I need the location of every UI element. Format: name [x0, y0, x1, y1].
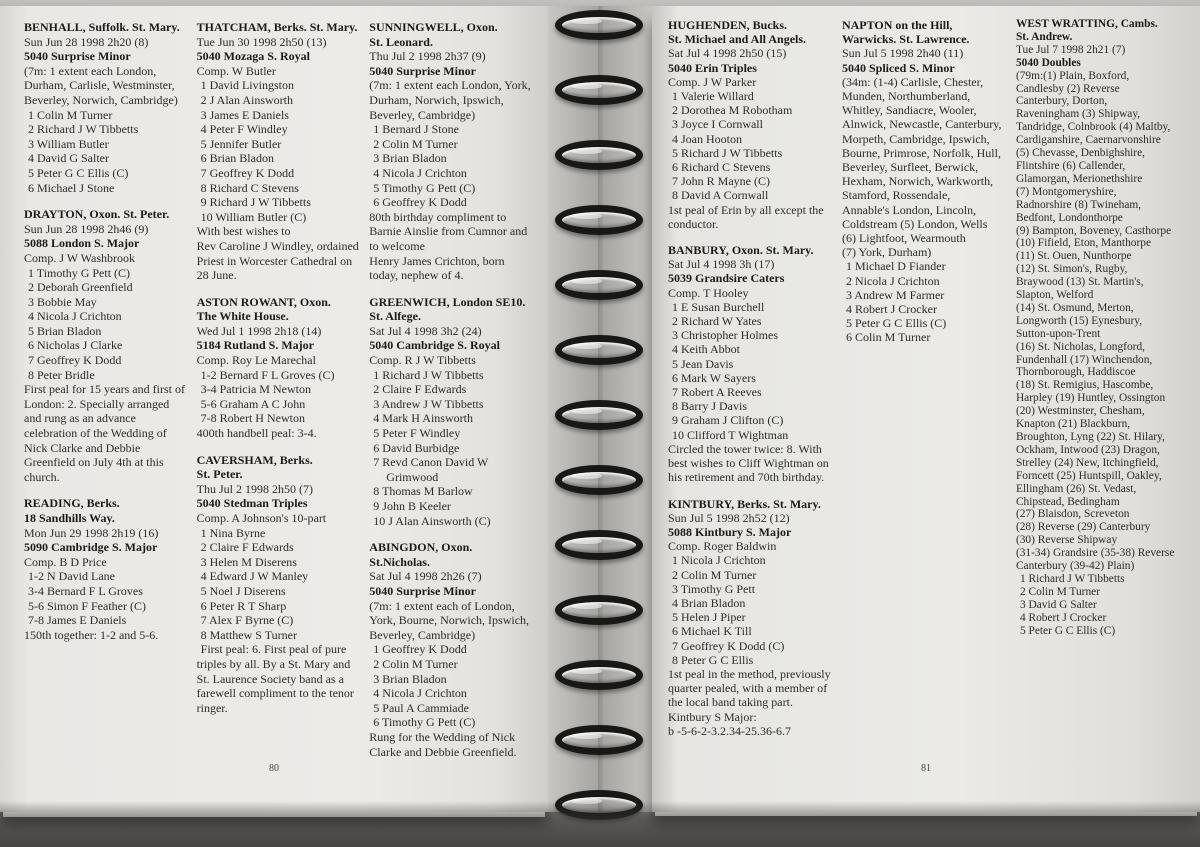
spiral-coil [555, 595, 643, 625]
text-line: (31-34) Grandsire (35-38) Reverse [1015, 547, 1175, 560]
ringer-line: 1 Geoffrey K Dodd [373, 642, 467, 657]
text-line: Rev Caroline J Windley, ordained [196, 238, 359, 253]
method-line: 5040 Surprise Minor [369, 63, 476, 78]
text-line: Coldstream (5) London, Wells [841, 216, 988, 231]
text-line: (14) St. Osmund, Merton, [1015, 301, 1134, 314]
ringer-line: 9 Graham J Clifton (C) [672, 413, 784, 428]
peal-entry [197, 453, 362, 716]
tower-heading: St. Andrew. [1015, 30, 1073, 43]
ringer-line: 3 Helen M Diserens [200, 554, 297, 569]
text-line: Comp. J W Washbrook [24, 250, 136, 265]
spiral-coil [555, 205, 643, 235]
method-line: 5088 Kintbury S. Major [668, 524, 792, 539]
text-line: Sat Jul 4 1998 3h2 (24) [369, 323, 482, 338]
text-line: Priest in Worcester Cathedral on [196, 253, 353, 268]
text-line: (9) Bampton, Boveney, Casthorpe [1015, 224, 1172, 237]
text-line: Forncett (25) Huntspill, Oakley, [1015, 469, 1162, 482]
peal-entry [369, 295, 534, 529]
text-line: Nick Clarke and Debbie [24, 440, 141, 455]
ringer-line: 7 Geoffrey K Dodd (C) [672, 638, 785, 653]
text-line: Alnwick, Newcastle, Canterbury, [841, 117, 1002, 132]
tower-heading: St. Peter. [196, 467, 243, 482]
peal-entry [842, 18, 1008, 345]
text-line: Sat Jul 4 1998 3h (17) [668, 257, 775, 272]
ringer-line-continuation: Grimwood [386, 469, 439, 484]
text-line: Comp. Roy Le Marechal [196, 353, 316, 368]
text-line: (7) Montgomeryshire, [1015, 185, 1117, 198]
method-line: 5040 Cambridge S. Royal [369, 338, 500, 353]
ringer-line: 2 Claire F Edwards [200, 540, 294, 555]
ringer-line: 7 John R Mayne (C) [672, 174, 770, 189]
text-line: (16) St. Nicholas, Longford, [1015, 340, 1146, 353]
ringer-line: 7-8 James E Daniels [28, 613, 127, 628]
spiral-coil [555, 725, 643, 755]
ringer-line: 4 Peter F Windley [200, 122, 288, 137]
text-line: Beverley, Cambridge) [369, 107, 476, 122]
column [668, 18, 842, 812]
tower-heading: St. Alfege. [369, 309, 421, 324]
text-line: Greenfield on July 4th at this [24, 455, 164, 470]
ringer-line: 3 Christopher Holmes [672, 328, 778, 343]
tower-heading: WEST WRATTING, Cambs. [1015, 18, 1158, 30]
text-line: Sutton-upon-Trent [1015, 327, 1101, 340]
tower-heading: St. Michael and All Angels. [668, 32, 807, 47]
text-line: Braywood (13) St. Martin's, [1015, 276, 1144, 289]
method-line: 5088 London S. Major [24, 236, 140, 251]
page-left-columns [24, 20, 542, 812]
text-line: Comp. J W Parker [668, 74, 757, 89]
ringer-line: 3 David G Salter [1019, 598, 1097, 611]
method-line: 5040 Stedman Triples [196, 496, 308, 511]
spiral-coil [555, 530, 643, 560]
tower-heading: ASTON ROWANT, Oxon. [196, 294, 331, 309]
ringer-line: 1 E Susan Burchell [672, 299, 765, 314]
ringer-line: 5 Peter G C Ellis (C) [1019, 624, 1116, 637]
text-line: Comp. W Butler [196, 63, 276, 78]
ringer-line: 4 Robert J Crocker [845, 302, 937, 317]
text-line: With best wishes to [196, 224, 291, 239]
ringer-line: 5 Timothy G Pett (C) [373, 180, 476, 195]
ringer-line: 2 Dorothea M Robotham [672, 103, 793, 118]
text-line: Sun Jun 28 1998 2h46 (9) [24, 221, 149, 236]
text-line: Thornborough, Haddiscoe [1015, 366, 1136, 379]
ringer-line: 1 Nina Byrne [200, 525, 266, 540]
text-line: (7m: 1 extent each London, York, [369, 78, 531, 93]
ringer-line: 4 Keith Abbot [672, 342, 740, 357]
ringer-line: 1 Richard J W Tibbetts [373, 367, 484, 382]
text-line: to welcome [369, 238, 425, 253]
text-line: (11) St. Ouen, Nunthorpe [1015, 250, 1132, 263]
ringer-line: 3 Andrew M Farmer [845, 287, 945, 302]
text-line: 150th together: 1-2 and 5-6. [24, 627, 159, 642]
method-line: 5040 Surprise Minor [369, 583, 476, 598]
text-line: 1st peal in the method, previously [668, 666, 831, 681]
text-line: Bourne, Primrose, Norfolk, Hull, [841, 145, 1001, 160]
text-line: (30) Reverse Shipway [1015, 534, 1118, 547]
text-line: Clarke and Debbie Greenfield. [369, 744, 517, 759]
text-line: Henry James Crichton, born [369, 253, 505, 268]
ringer-line: 2 Colin M Turner [373, 136, 458, 151]
text-line: (6) Lightfoot, Wearmouth [841, 231, 966, 246]
text-line: best wishes to Cliff Wightman on [668, 456, 829, 471]
text-line: Thu Jul 2 1998 2h37 (9) [369, 49, 486, 64]
ringer-line: 4 David G Salter [28, 151, 109, 166]
ringer-line: 1 David Livingston [200, 78, 294, 93]
text-line: First peal for 15 years and first of [24, 382, 185, 397]
ringer-line: 8 Thomas M Barlow [373, 484, 473, 499]
text-line: Sat Jul 4 1998 2h50 (15) [668, 46, 787, 61]
ringer-line: 5 Peter F Windley [373, 426, 461, 441]
ringer-line: 5 Peter G C Ellis (C) [845, 316, 947, 331]
peal-entry [668, 18, 834, 231]
ringer-line: 10 William Butler (C) [200, 209, 307, 224]
method-line: 5040 Mozaga S. Royal [196, 49, 310, 64]
ringer-line: 4 Brian Bladon [672, 595, 746, 610]
ringer-line: 5 Noel J Diserens [200, 583, 286, 598]
text-line: the local band taking part. [668, 695, 793, 710]
text-line: Harpley (19) Huntley, Ossington [1015, 392, 1166, 405]
ringer-line: 5-6 Graham A C John [200, 396, 306, 411]
text-line: Rung for the Wedding of Nick [369, 729, 516, 744]
text-line: conductor. [668, 216, 719, 231]
text-line: (18) St. Remigius, Hascombe, [1015, 379, 1154, 392]
peal-entry [24, 207, 189, 484]
text-line: Slapton, Welford [1015, 289, 1094, 302]
ringer-line: 6 Nicholas J Clarke [28, 338, 123, 353]
column [369, 20, 542, 812]
text-line: Chipstead, Bedingham [1015, 495, 1120, 508]
peal-entry [1016, 18, 1182, 638]
column [842, 18, 1016, 812]
peal-entry [24, 20, 189, 195]
peal-entry [197, 295, 362, 441]
text-line: York, Bourne, Norwich, Ipswich, [369, 613, 530, 628]
ringer-line: 3 Andrew J W Tibbetts [373, 396, 484, 411]
tower-heading: BANBURY, Oxon. St. Mary. [668, 243, 814, 258]
peal-entry [668, 243, 834, 484]
tower-heading: St. Leonard. [369, 34, 433, 49]
text-line: Comp. T Hooley [668, 285, 749, 300]
text-line: Broughton, Lyng (22) St. Hilary, [1015, 431, 1165, 443]
ringer-line: 1 Valerie Willard [672, 89, 754, 104]
ringer-line: 3-4 Bernard F L Groves [28, 583, 143, 598]
text-line: Beverley, Cambridge) [369, 627, 476, 642]
tower-heading: NAPTON on the Hill, [841, 18, 953, 32]
text-line: Durham, Norwich, Ipswich, [369, 92, 504, 107]
ringer-line: 3 James E Daniels [200, 107, 289, 122]
text-line: Barnie Ainslie from Cumnor and [369, 224, 528, 239]
tower-heading: THATCHAM, Berks. St. Mary. [196, 20, 358, 34]
text-line: Candlesby (2) Reverse [1015, 82, 1120, 95]
ringer-line: 3 William Butler [28, 136, 109, 151]
tower-heading: GREENWICH, London SE10. [369, 294, 526, 309]
text-line: Ellingham (26) St. Vedast, [1015, 482, 1137, 495]
text-line: Morpeth, Cambridge, Ipswich, [841, 131, 990, 146]
ringer-line: 4 Nicola J Crichton [28, 309, 122, 324]
text-line: Ockham, Intwood (23) Dragon, [1015, 443, 1160, 456]
spiral-coil [555, 270, 643, 300]
ringer-line: 4 Nicola J Crichton [373, 686, 467, 701]
text-line: b -5-6-2-3.2.34-25.36-6.7 [668, 723, 791, 738]
ringer-line: 1 Nicola J Crichton [672, 553, 766, 568]
spiral-coil [555, 400, 643, 430]
ringer-line: 3 Brian Bladon [373, 151, 447, 166]
text-line: celebration of the Wedding of [24, 426, 167, 441]
spiral-coil [555, 75, 643, 105]
text-line: Comp. B D Price [24, 554, 107, 569]
ringer-line: 4 Robert J Crocker [1019, 611, 1107, 624]
ringer-line: 1 Bernard J Stone [373, 122, 459, 137]
ringer-line: 2 Colin M Turner [672, 567, 757, 582]
ringer-line: 2 Deborah Greenfield [28, 280, 133, 295]
text-line: Canterbury, Dorton, [1015, 95, 1108, 108]
text-line: (7m: 1 extent each of London, [369, 598, 515, 613]
ringer-line: 3 Timothy G Pett [672, 581, 756, 596]
spiral-coil [555, 660, 643, 690]
text-line: Bedfont, Londonthorpe [1015, 211, 1123, 224]
text-line: (79m:(1) Plain, Boxford, [1015, 69, 1130, 82]
text-line: Whitley, Sandiacre, Wooler, [841, 103, 977, 118]
ringer-line: 8 Matthew S Turner [200, 627, 297, 642]
text-line: (7m: 1 extent each London, [24, 63, 157, 78]
tower-heading: DRAYTON, Oxon. St. Peter. [24, 207, 170, 222]
tower-heading: HUGHENDEN, Bucks. [668, 18, 788, 32]
spiral-coil [555, 335, 643, 365]
text-line: (7) York, Durham) [841, 245, 932, 260]
ringer-line: 10 J Alan Ainsworth (C) [373, 513, 491, 528]
text-line: ringer. [196, 700, 228, 715]
ringer-line: 6 Colin M Turner [845, 330, 931, 345]
ringer-line: 5 Helen J Piper [672, 610, 746, 625]
text-line: Beverley, Surfleet, Berwick, [841, 160, 979, 175]
ringer-line: 2 Claire F Edwards [373, 382, 467, 397]
text-line: Tue Jul 7 1998 2h21 (7) [1015, 43, 1126, 56]
ringer-line: 8 David A Cornwall [672, 188, 769, 203]
peal-entry [197, 20, 362, 283]
text-line: Glamorgan, Merionethshire [1015, 172, 1143, 185]
ringer-line: 6 Michael J Stone [28, 180, 115, 195]
text-line: Thu Jul 2 1998 2h50 (7) [196, 481, 313, 496]
text-line: 400th handbell peal: 3-4. [196, 426, 317, 441]
tower-heading: KINTBURY, Berks. St. Mary. [668, 496, 821, 511]
tower-heading: Warwicks. St. Lawrence. [841, 32, 970, 47]
ringer-line: 5 Brian Bladon [28, 323, 102, 338]
text-line: Sat Jul 4 1998 2h26 (7) [369, 569, 482, 584]
text-line: Beverley, Norwich, Cambridge) [24, 92, 178, 107]
peal-entry [668, 497, 834, 738]
ringer-line: 5 Richard J W Tibbetts [672, 145, 783, 160]
text-line: Strelley (24) New, Itchingfield, [1015, 456, 1159, 469]
ringer-line: 4 Mark H Ainsworth [373, 411, 473, 426]
page-number: 80 [269, 763, 279, 774]
text-line: Comp. R J W Tibbetts [369, 353, 476, 368]
text-line: Sun Jul 5 1998 2h40 (11) [841, 46, 964, 61]
ringer-line: 2 Nicola J Crichton [845, 273, 940, 288]
text-line: Radnorshire (8) Twineham, [1015, 198, 1142, 211]
tower-heading: BENHALL, Suffolk. St. Mary. [24, 20, 180, 34]
tower-heading: ABINGDON, Oxon. St.Nicholas. [369, 540, 473, 569]
text-line: Kintbury S Major: [668, 709, 757, 724]
text-line: Longworth (15) Eynesbury, [1015, 314, 1143, 327]
column [197, 20, 370, 812]
ringer-line: 6 Michael K Till [672, 624, 752, 639]
method-line: 5040 Doubles [1015, 56, 1081, 69]
text-line: London: 2. Specially arranged [24, 396, 170, 411]
text-line: Cardiganshire, Caernarvonshire [1015, 134, 1161, 147]
text-line: Knapton (21) Blackburn, [1015, 418, 1131, 431]
spiral-binding [548, 6, 652, 812]
ringer-line: 6 Mark W Sayers [672, 370, 756, 385]
ringer-line: 1-2 N David Lane [28, 569, 115, 584]
tower-heading: The White House. [196, 309, 289, 324]
text-line: and rung as an advance [24, 411, 136, 426]
text-line: Annable's London, Lincoln, [841, 202, 977, 217]
text-line: triples by all. By a St. Mary and [196, 656, 351, 671]
text-line: Mon Jun 29 1998 2h19 (16) [24, 525, 159, 540]
method-line: 5040 Erin Triples [668, 60, 757, 75]
ringer-line: 4 Edward J W Manley [200, 569, 309, 584]
tower-heading: SUNNINGWELL, Oxon. [369, 20, 498, 34]
ringer-line: 3-4 Patricia M Newton [200, 382, 311, 397]
text-line: (27) Blaisdon, Screveton [1015, 508, 1130, 521]
text-line: Canterbury (39-42) Plain) [1015, 560, 1135, 573]
text-line: (28) Reverse (29) Canterbury [1015, 521, 1151, 534]
ringer-line: First peal: 6. First peal of pure [200, 642, 347, 657]
ringer-line: 2 Richard W Yates [672, 314, 762, 329]
ringer-line: 6 Brian Bladon [200, 151, 274, 166]
ringer-line: 5-6 Simon F Feather (C) [28, 598, 146, 613]
text-line: Stamford, Rossendale, [841, 188, 951, 203]
ringer-line: 2 Richard J W Tibbetts [28, 122, 139, 137]
text-line: (10) Fifield, Eton, Manthorpe [1015, 237, 1152, 250]
ringer-line: 8 Peter G C Ellis [672, 652, 754, 667]
ringer-line: 7 Robert A Reeves [672, 385, 762, 400]
peal-entry [24, 496, 189, 642]
ringer-line: 5 Peter G C Ellis (C) [28, 165, 129, 180]
method-line: 5040 Spliced S. Minor [841, 60, 955, 75]
text-line: Tandridge, Colnbrook (4) Maltby, [1015, 121, 1171, 134]
tower-heading: READING, Berks. [24, 496, 120, 511]
ringer-line: 7 Alex F Byrne (C) [200, 613, 294, 628]
text-line: Comp. Roger Baldwin [668, 539, 777, 554]
text-line: Tue Jun 30 1998 2h50 (13) [196, 34, 327, 49]
text-line: today, nephew of 4. [369, 268, 464, 283]
ringer-line: 7 Geoffrey K Dodd [200, 165, 295, 180]
ringer-line: 8 Peter Bridle [28, 367, 95, 382]
book-spread [0, 6, 1200, 812]
spiral-coil [555, 790, 643, 820]
ringer-line: 6 Geoffrey K Dodd [373, 195, 467, 210]
text-line: 28 June. [196, 268, 237, 283]
column [1016, 18, 1190, 812]
page-right-columns [668, 18, 1190, 812]
text-line: Sun Jul 5 1998 2h52 (12) [668, 510, 790, 525]
ringer-line: 8 Richard C Stevens [200, 180, 299, 195]
ringer-line: 2 Colin M Turner [373, 656, 458, 671]
ringer-line: 8 Barry J Davis [672, 399, 747, 414]
page-number: 81 [921, 763, 931, 774]
ringer-line: 5 Jennifer Butler [200, 136, 282, 151]
text-line: (12) St. Simon's, Rugby, [1015, 263, 1128, 276]
method-line: 5039 Grandsire Caters [668, 271, 785, 286]
ringer-line: 7 Revd Canon David W [373, 455, 489, 470]
method-line: 5040 Surprise Minor [24, 49, 131, 64]
ringer-line: 1 Timothy G Pett (C) [28, 265, 131, 280]
text-line: Munden, Northumberland, [841, 89, 971, 104]
text-line: his retirement and 70th birthday. [668, 470, 825, 485]
page-left [0, 6, 548, 812]
ringer-line: 9 John B Keeler [373, 499, 451, 513]
text-line: Flintshire (6) Callender, [1015, 159, 1126, 172]
tower-heading: 18 Sandhills Way. [24, 511, 115, 525]
ringer-line: 6 Timothy G Pett (C) [373, 715, 476, 730]
ringer-line: 1 Richard J W Tibbetts [1019, 572, 1125, 585]
text-line: Hexham, Norwich, Warkworth, [841, 174, 994, 189]
text-line: Comp. A Johnson's 10-part [196, 511, 327, 525]
text-line: Durham, Carlisle, Westminster, [24, 78, 175, 93]
ringer-line: 1-2 Bernard F L Groves (C) [200, 367, 335, 382]
spiral-coil [555, 10, 643, 40]
ringer-line: 3 Brian Bladon [373, 671, 447, 686]
ringer-line: 9 Richard J W Tibbetts [200, 195, 311, 210]
spiral-coil [555, 140, 643, 170]
ringer-line: 5 Paul A Cammiade [373, 700, 469, 715]
text-line: St. Laurence Society band as a [196, 671, 344, 686]
ringer-line: 6 Richard C Stevens [672, 160, 771, 175]
ringer-line: 3 Bobbie May [28, 294, 97, 309]
method-line: 5184 Rutland S. Major [196, 338, 314, 353]
text-line: (20) Westminster, Chesham, [1015, 405, 1145, 418]
ringer-line: 7-8 Robert H Newton [200, 411, 305, 426]
text-line: (5) Chevasse, Denbighshire, [1015, 147, 1145, 160]
text-line: 80th birthday compliment to [369, 209, 507, 224]
text-line: (34m: (1-4) Carlisle, Chester, [841, 74, 984, 89]
ringer-line: 7 Geoffrey K Dodd [28, 353, 122, 368]
peal-entry [369, 20, 534, 283]
ringer-line: 4 Joan Hooton [672, 131, 742, 146]
ringer-line: 5 Jean Davis [672, 356, 734, 371]
column [24, 20, 197, 812]
ringer-line: 6 David Burbidge [373, 440, 460, 455]
text-line: Sun Jun 28 1998 2h20 (8) [24, 34, 149, 49]
text-line: Wed Jul 1 1998 2h18 (14) [196, 323, 322, 338]
tower-heading: CAVERSHAM, Berks. [196, 452, 313, 467]
ringer-line: 1 Michael D Fiander [845, 259, 946, 274]
ringer-line: 6 Peter R T Sharp [200, 598, 287, 613]
text-line: Fundenhall (17) Winchendon, [1015, 353, 1153, 366]
peal-entry [369, 540, 534, 759]
ringer-line: 10 Clifford T Wightman [672, 427, 789, 442]
text-line: Raveningham (3) Shipway, [1015, 108, 1141, 121]
text-line: farewell compliment to the tenor [196, 686, 354, 701]
spiral-coil [555, 465, 643, 495]
text-line: 1st peal of Erin by all except the [668, 202, 824, 217]
ringer-line: 2 Colin M Turner [1019, 585, 1101, 598]
text-line: quarter pealed, with a member of [668, 681, 828, 696]
text-line: church. [24, 469, 60, 484]
page-right [652, 6, 1200, 812]
ringer-line: 4 Nicola J Crichton [373, 165, 467, 180]
ringer-line: 3 Joyce I Cornwall [672, 117, 763, 132]
ringer-line: 2 J Alan Ainsworth [200, 92, 293, 107]
ringer-line: 1 Colin M Turner [28, 107, 113, 122]
method-line: 5090 Cambridge S. Major [24, 540, 158, 555]
text-line: Circled the tower twice: 8. With [668, 441, 822, 456]
